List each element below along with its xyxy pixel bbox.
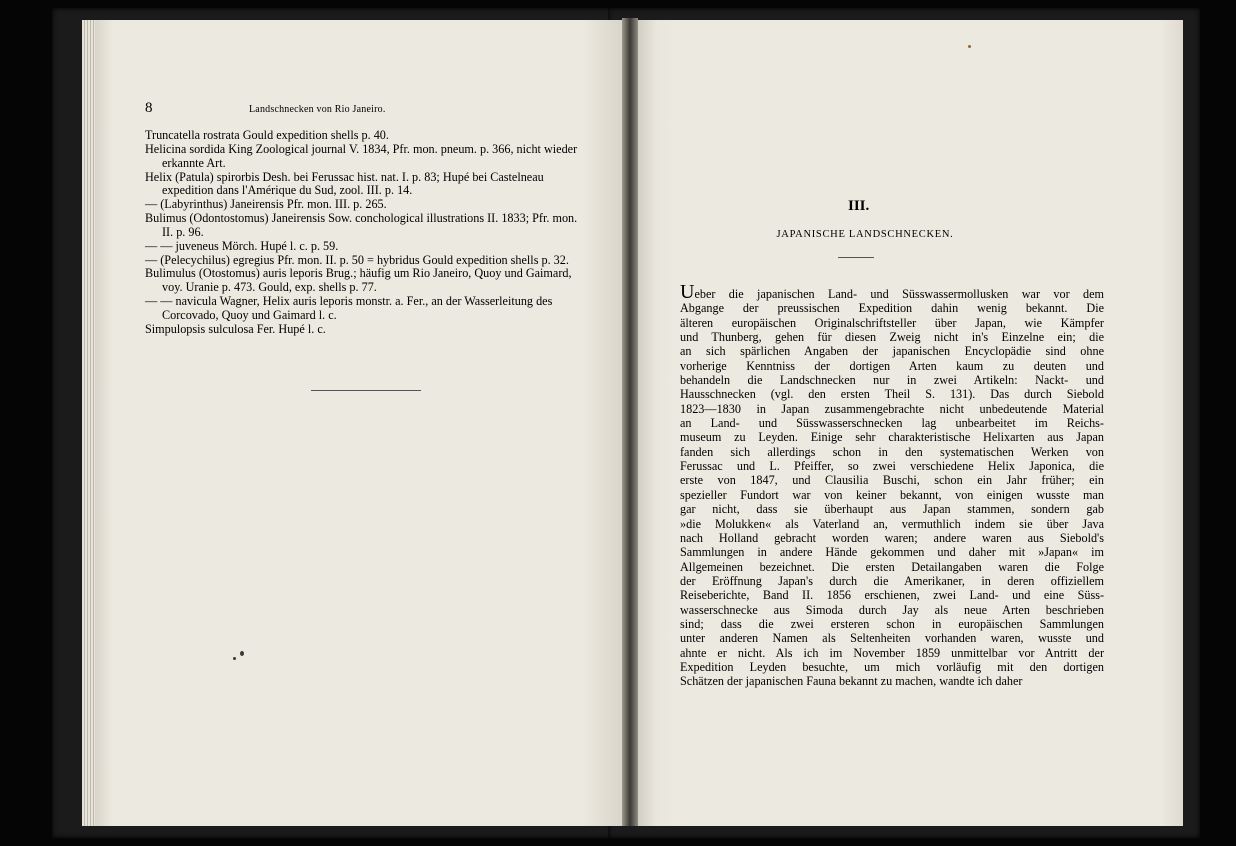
reference-entry: Helicina sordida King Zoological journal V. 1834, Pfr. mon. pneum. p. 366, nicht wieder erkannte Art.	[145, 141, 578, 170]
section-divider-left	[311, 390, 421, 391]
reference-entry: Bulimulus (Otostomus) auris leporis Brug.; häufig um Rio Janeiro, Quoy und Gaimard, voy. Uranie p. 473. Gould, exp. shells p. 77.	[145, 266, 572, 295]
text-line: »die Molukken« als Vaterland an, vermuthlich indem sie über Java	[680, 516, 1104, 531]
reference-entry: Helix (Patula) spirorbis Desh. bei Ferussac hist. nat. I. p. 83; Hupé bei Castelneau expedition dans l'Amérique du Sud, zool. III. p. 14.	[145, 169, 544, 198]
chapter-body	[680, 281, 1104, 689]
text-line: wasserschnecke aus Simoda durch Jay als neue Arten beschrieben	[680, 602, 1104, 617]
book-gutter	[622, 18, 638, 826]
reference-entry: Truncatella rostrata Gould expedition shells p. 40.	[145, 128, 389, 142]
paper-speck	[240, 651, 244, 656]
text-line: behandeln die Landschnecken nur in zwei Artikeln: Nackt- und	[680, 373, 1104, 388]
chapter-title: JAPANISCHE LANDSCHNECKEN.	[776, 229, 954, 240]
chapter-number: III.	[848, 198, 870, 214]
text-line: 1823—1830 in Japan zusammengebrachte nicht unbedeutende Material	[680, 401, 1104, 416]
text-line: Ferussac und L. Pfeiffer, so zwei verschiedene Helix Japonica, die	[680, 459, 1104, 474]
text-line: Reiseberichte, Band II. 1856 erschienen, zwei Land- und eine Süss-	[680, 588, 1104, 603]
text-line: vorherige Kenntniss der dortigen Arten kaum zu deuten und	[680, 358, 1104, 373]
text-line: an Land- und Süsswasserschnecken lag unbearbeitet im Reichs-	[680, 416, 1104, 431]
body-paragraph	[680, 281, 1104, 689]
text-line: gar nicht, dass sie überhaupt aus Japan stammen, sondern gab	[680, 502, 1104, 517]
reference-entry: Simpulopsis sulculosa Fer. Hupé l. c.	[145, 321, 326, 336]
paper-speck	[233, 657, 236, 660]
text-line: Abgange der preussischen Expedition dahin wenig bekannt. Die	[680, 301, 1104, 316]
text-line: Schätzen der japanischen Fauna bekannt zu machen, wandte ich daher	[680, 674, 1023, 689]
running-head	[145, 100, 585, 122]
reference-entry: — (Labyrinthus) Janeirensis Pfr. mon. III. p. 265.	[145, 197, 387, 212]
text-line: sind; dass die zwei ersteren schon in europäischen Sammlungen	[680, 616, 1104, 631]
reference-entry: — (Pelecychilus) egregius Pfr. mon. II. p. 50 = hybridus Gould expedition shells p. 32.	[145, 252, 569, 267]
text-line: spezieller Fundort war von keiner bekannt, von einigen wusste man	[680, 487, 1104, 502]
text-line: fanden sich allerdings schon in den systematischen Werken von	[680, 444, 1104, 459]
text-line: Allgemeinen bezeichnet. Die ersten Detailangaben waren die Folge	[680, 559, 1104, 574]
text-line	[680, 281, 1104, 303]
text-line: museum zu Leyden. Einige sehr charakteristische Helixarten aus Japan	[680, 430, 1104, 445]
text-line: Expedition Leyden besuchte, um mich vorläufig mit den dortigen	[680, 659, 1104, 674]
reference-list	[145, 129, 591, 337]
text-line: unter anderen Namen als Seltenheiten vorhanden waren, wusste und	[680, 631, 1104, 646]
text-line: Hausschnecken (vgl. den ersten Theil S. 131). Das durch Siebold	[680, 387, 1104, 402]
section-divider-right	[838, 257, 874, 258]
text-line: ahnte er nicht. Als ich im November 1859 unmittelbar vor Antritt der	[680, 645, 1104, 660]
text-line: Sammlungen in andere Hände gekommen und daher mit »Japan« im	[680, 545, 1104, 560]
reference-entry: — — juveneus Mörch. Hupé l. c. p. 59.	[145, 238, 339, 253]
text-line: erste von 1847, und Clausilia Buschi, schon ein Jahr früher; ein	[680, 473, 1104, 488]
page-edges	[82, 20, 96, 826]
reference-entry: Bulimus (Odontostomus) Janeirensis Sow. conchological illustrations II. 1833; Pfr. mon. II. p. 96.	[145, 211, 578, 239]
text-line: und Thunberg, gehen für diesen Zweig nicht in's Einzelne ein; die	[680, 330, 1104, 345]
text-line-content: eber die japanischen Land- und Süsswassermollusken war vor dem	[694, 287, 1104, 301]
reference-entry: — — navicula Wagner, Helix auris leporis monstr. a. Fer., an der Wasserleitung des Corcovado, Quoy und Gaimard l. c.	[145, 294, 553, 322]
running-title: Landschnecken von Rio Janeiro.	[249, 104, 386, 115]
text-line: an sich spärlichen Angaben der japanischen Encyclopädie sind ohne	[680, 344, 1104, 359]
paper-speck	[968, 45, 971, 48]
page-number: 8	[145, 100, 153, 116]
drop-cap: U	[680, 281, 695, 303]
text-line: der Eröffnung Japan's durch die Amerikaner, in deren offiziellem	[680, 573, 1104, 588]
text-line: älteren europäischen Originalschriftsteller über Japan, wie Kämpfer	[680, 315, 1104, 330]
text-line: nach Holland gebracht worden waren; andere waren aus Siebold's	[680, 530, 1104, 545]
